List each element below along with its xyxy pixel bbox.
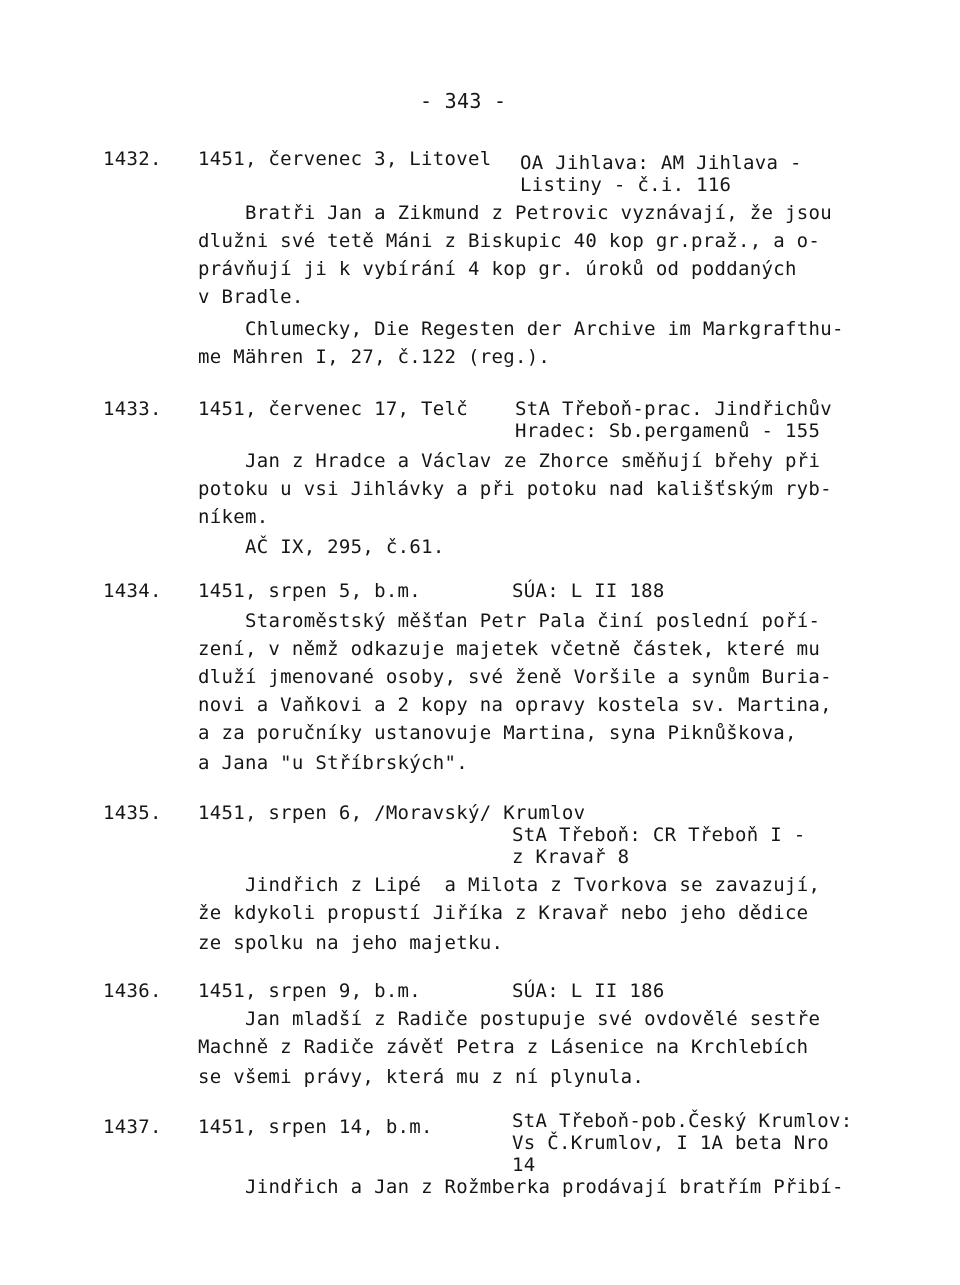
- entry-body-line: ze spolku na jeho majetku.: [198, 932, 504, 954]
- entry-body-line: níkem.: [198, 506, 269, 528]
- entry-body-line: Jindřich z Lipé a Milota z Tvorkova se zavazují,: [245, 874, 821, 896]
- entry-body-line: Jan mladší z Radiče postupuje své ovdovělé sestře: [245, 1008, 821, 1030]
- entry-archive-line: StA Třeboň-prac. Jindřichův: [515, 398, 832, 420]
- entry-archive-line: 14: [512, 1154, 536, 1176]
- entry-body-line: Jindřich a Jan z Rožmberka prodávají bratřím Přibí-: [245, 1176, 844, 1198]
- entry-date-place: 1451, červenec 17, Telč: [198, 398, 468, 420]
- entry-body-line: že kdykoli propustí Jiříka z Kravař nebo jeho dědice: [198, 902, 809, 924]
- entry-archive-line: OA Jihlava: AM Jihlava -: [520, 152, 802, 174]
- entry-body-line: dluží jmenované osoby, své ženě Voršile a synům Buria-: [198, 666, 832, 688]
- entry-archive-line: SÚA: L II 186: [512, 980, 665, 1002]
- entry-body-line: Jan z Hradce a Václav ze Zhorce směňují břehy při: [245, 450, 821, 472]
- entry-body-line: a za poručníky ustanovuje Martina, syna Piknůškova,: [198, 722, 797, 744]
- entry-archive-line: z Kravař 8: [512, 846, 630, 868]
- entry-body-line: se všemi právy, která mu z ní plynula.: [198, 1066, 645, 1088]
- entry-archive-line: Listiny - č.i. 116: [520, 174, 732, 196]
- entry-body-line: právňují ji k vybírání 4 kop gr. úroků od poddaných: [198, 258, 797, 280]
- entry-body-line: a Jana "u Stříbrských".: [198, 752, 468, 774]
- entry-body-line: potoku u vsi Jihlávky a při potoku nad kališťským ryb-: [198, 478, 832, 500]
- entry-body-line: Bratři Jan a Zikmund z Petrovic vyznávají, že jsou: [245, 202, 832, 224]
- entry-archive-line: Hradec: Sb.pergamenů - 155: [515, 420, 821, 442]
- entry-reference-line: me Mähren I, 27, č.122 (reg.).: [198, 346, 551, 368]
- entry-archive-line: StA Třeboň-pob.Český Krumlov:: [512, 1110, 853, 1132]
- entry-archive-line: SÚA: L II 188: [512, 580, 665, 602]
- entry-number: 1432.: [103, 148, 162, 170]
- entry-date-place: 1451, červenec 3, Litovel: [198, 148, 492, 170]
- entry-body-line: zení, v němž odkazuje majetek včetně částek, které mu: [198, 638, 821, 660]
- entry-body-line: v Bradle.: [198, 286, 304, 308]
- entry-number: 1435.: [103, 802, 162, 824]
- page-number: - 343 -: [420, 89, 507, 113]
- entry-number: 1434.: [103, 580, 162, 602]
- entry-number: 1436.: [103, 980, 162, 1002]
- entry-body-line: Staroměstský měšťan Petr Pala činí poslední poří-: [245, 610, 821, 632]
- entry-date-place: 1451, srpen 14, b.m.: [198, 1116, 433, 1138]
- entry-archive-line: Vs Č.Krumlov, I 1A beta Nro: [512, 1132, 829, 1154]
- entry-number: 1437.: [103, 1116, 162, 1138]
- entry-date-place: 1451, srpen 9, b.m.: [198, 980, 422, 1002]
- entry-body-line: dlužni své tetě Máni z Biskupic 40 kop gr.praž., a o-: [198, 230, 821, 252]
- entry-date-place: 1451, srpen 5, b.m.: [198, 580, 422, 602]
- entry-number: 1433.: [103, 398, 162, 420]
- entry-archive-line: StA Třeboň: CR Třeboň I -: [512, 824, 806, 846]
- entry-reference-line: AČ IX, 295, č.61.: [245, 536, 445, 558]
- entry-reference-line: Chlumecky, Die Regesten der Archive im Markgrafthu-: [245, 318, 844, 340]
- entry-body-line: Machně z Radiče závěť Petra z Lásenice na Krchlebích: [198, 1036, 809, 1058]
- entry-date-place: 1451, srpen 6, /Moravský/ Krumlov: [198, 802, 586, 824]
- entry-body-line: novi a Vaňkovi a 2 kopy na opravy kostela sv. Martina,: [198, 694, 832, 716]
